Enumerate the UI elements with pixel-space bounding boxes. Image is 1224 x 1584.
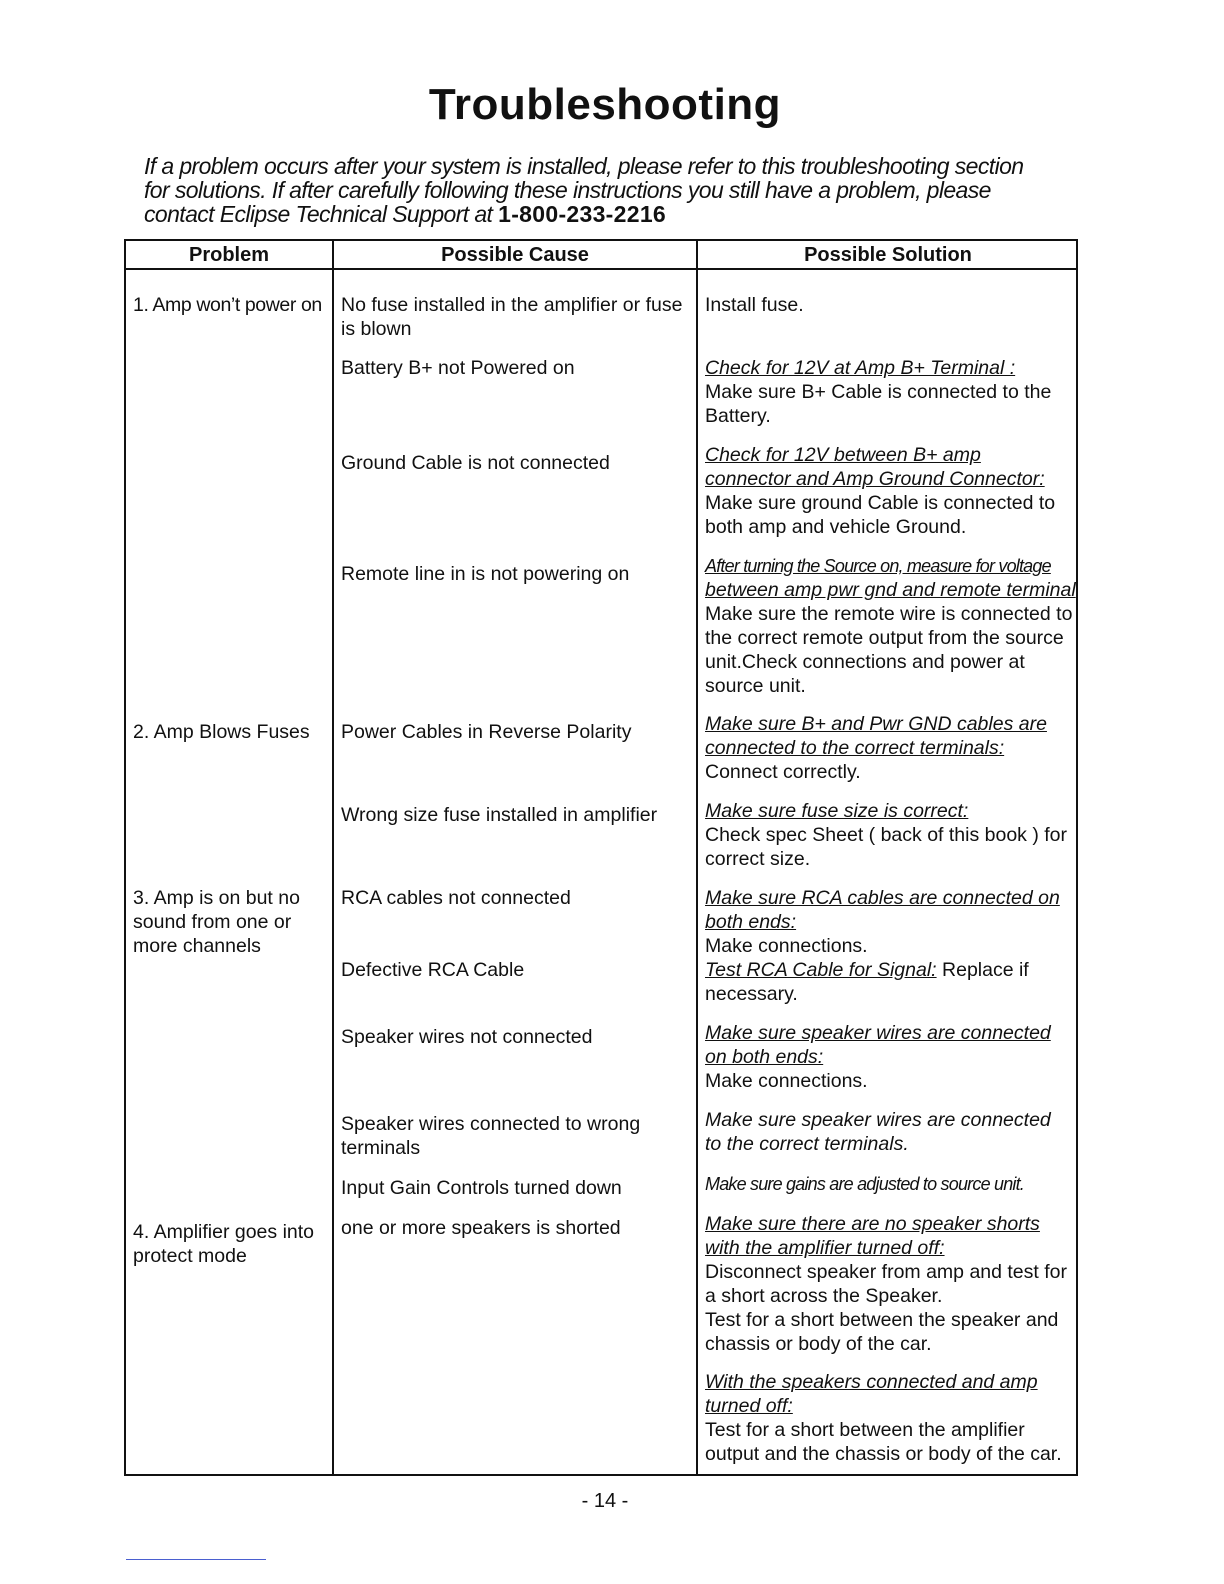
solution-heading: Test RCA Cable for Signal: <box>705 959 937 981</box>
cause-11: Input Gain Controls turned down <box>341 1177 622 1199</box>
cause-4: Remote line in is not powering on <box>341 563 630 585</box>
cause-7: RCA cables not connected <box>341 887 571 909</box>
solution-heading: on both ends: <box>705 1046 824 1068</box>
solution-line: source unit. <box>705 675 806 697</box>
solution-line: Make sure B+ Cable is connected to the <box>705 381 1052 403</box>
problem-4-line: protect mode <box>133 1245 247 1267</box>
solution-line: both amp and vehicle Ground. <box>705 516 967 538</box>
solution-line: Battery. <box>705 405 771 427</box>
intro-line-text: contact Eclipse Technical Support at <box>144 201 499 227</box>
problem-3 <box>133 886 329 958</box>
solution-4 <box>705 554 1077 698</box>
cause-6: Wrong size fuse installed in amplifier <box>341 804 658 826</box>
solution-heading: Check for 12V at Amp B+ Terminal : <box>705 357 1016 379</box>
solution-line: Disconnect speaker from amp and test for <box>705 1261 1067 1283</box>
solution-13 <box>705 1370 1075 1466</box>
solution-line: Make connections. <box>705 935 868 957</box>
cause-line: is blown <box>341 318 412 340</box>
header-divider <box>126 268 1076 270</box>
solution-9 <box>705 1021 1075 1093</box>
solution-3 <box>705 443 1075 539</box>
header-problem: Problem <box>188 244 270 266</box>
page-number: - 14 - <box>581 1490 629 1512</box>
solution-line: the correct remote output from the source <box>705 627 1064 649</box>
solution-line: Make connections. <box>705 1070 868 1092</box>
header-possible-solution: Possible Solution <box>804 244 972 266</box>
column-divider <box>696 241 698 1474</box>
cause-line: No fuse installed in the amplifier or fuse <box>341 294 683 316</box>
cause-5: Power Cables in Reverse Polarity <box>341 721 632 743</box>
problem-3-line: sound from one or <box>133 911 292 933</box>
problem-1: 1. Amp won’t power on <box>133 294 322 316</box>
solution-line: chassis or body of the car. <box>705 1333 932 1355</box>
cause-9: Speaker wires not connected <box>341 1026 593 1048</box>
solution-line: output and the chassis or body of the car. <box>705 1443 1062 1465</box>
cause-8: Defective RCA Cable <box>341 959 525 981</box>
solution-line: to the correct terminals. <box>705 1133 909 1155</box>
intro-line: If a problem occurs after your system is installed, please refer to this troubleshooting section <box>144 153 1024 179</box>
intro-line <box>144 202 1084 226</box>
solution-line: Make sure speaker wires are connected <box>705 1109 1051 1131</box>
solution-7 <box>705 886 1075 1006</box>
solution-heading: between amp pwr gnd and remote terminal <box>705 579 1076 601</box>
solution-line: a short across the Speaker. <box>705 1285 943 1307</box>
cause-1 <box>341 293 693 341</box>
solution-heading: turned off: <box>705 1395 793 1417</box>
cause-10 <box>341 1112 693 1160</box>
cause-2: Battery B+ not Powered on <box>341 357 575 379</box>
solution-line: unit.Check connections and power at <box>705 651 1025 673</box>
solution-12 <box>705 1212 1075 1356</box>
solution-2 <box>705 356 1075 428</box>
solution-11: Make sure gains are adjusted to source unit. <box>705 1174 1024 1194</box>
solution-line: Connect correctly. <box>705 761 861 783</box>
solution-1: Install fuse. <box>705 294 804 316</box>
solution-heading: Check for 12V between B+ amp <box>705 444 981 466</box>
solution-line: correct size. <box>705 848 811 870</box>
problem-4 <box>133 1220 329 1268</box>
cause-12: one or more speakers is shorted <box>341 1217 621 1239</box>
solution-line <box>705 958 1075 982</box>
solution-heading: With the speakers connected and amp <box>705 1371 1038 1393</box>
solution-line: Test for a short between the amplifier <box>705 1419 1025 1441</box>
cause-3: Ground Cable is not connected <box>341 452 610 474</box>
troubleshooting-table <box>124 239 1078 1476</box>
solution-line: Test for a short between the speaker and <box>705 1309 1059 1331</box>
cause-line: Speaker wires connected to wrong <box>341 1113 641 1135</box>
cause-line: terminals <box>341 1137 421 1159</box>
solution-heading: connector and Amp Ground Connector: <box>705 468 1045 490</box>
solution-heading: with the amplifier turned off: <box>705 1237 945 1259</box>
solution-text: Replace if <box>936 959 1029 981</box>
footnote-rule <box>126 1559 266 1560</box>
problem-3-line: more channels <box>133 935 261 957</box>
support-phone-number: 1-800-233-2216 <box>498 201 667 227</box>
solution-10 <box>705 1108 1075 1156</box>
solution-heading: Make sure there are no speaker shorts <box>705 1213 1040 1235</box>
intro-line: for solutions. If after carefully following these instructions you still have a problem, please <box>144 177 991 203</box>
solution-heading: Make sure fuse size is correct: <box>705 800 969 822</box>
solution-line: Make sure the remote wire is connected to <box>705 603 1073 625</box>
solution-heading: Make sure speaker wires are connected <box>705 1022 1051 1044</box>
problem-2: 2. Amp Blows Fuses <box>133 721 310 743</box>
problem-4-line: 4. Amplifier goes into <box>133 1221 315 1243</box>
solution-line: necessary. <box>705 983 798 1005</box>
solution-heading: After turning the Source on, measure for voltage <box>705 556 1051 576</box>
page-title: Troubleshooting <box>428 80 782 129</box>
solution-heading: connected to the correct terminals: <box>705 737 1005 759</box>
solution-5 <box>705 712 1075 784</box>
problem-3-line: 3. Amp is on but no <box>133 887 300 909</box>
column-divider <box>332 241 334 1474</box>
solution-heading: Make sure RCA cables are connected on <box>705 887 1060 909</box>
intro-paragraph <box>144 154 1084 226</box>
solution-line: Check spec Sheet ( back of this book ) for <box>705 824 1068 846</box>
solution-heading: Make sure B+ and Pwr GND cables are <box>705 713 1047 735</box>
solution-line: Make sure ground Cable is connected to <box>705 492 1056 514</box>
header-possible-cause: Possible Cause <box>441 244 589 266</box>
solution-heading: both ends: <box>705 911 797 933</box>
solution-6 <box>705 799 1075 871</box>
